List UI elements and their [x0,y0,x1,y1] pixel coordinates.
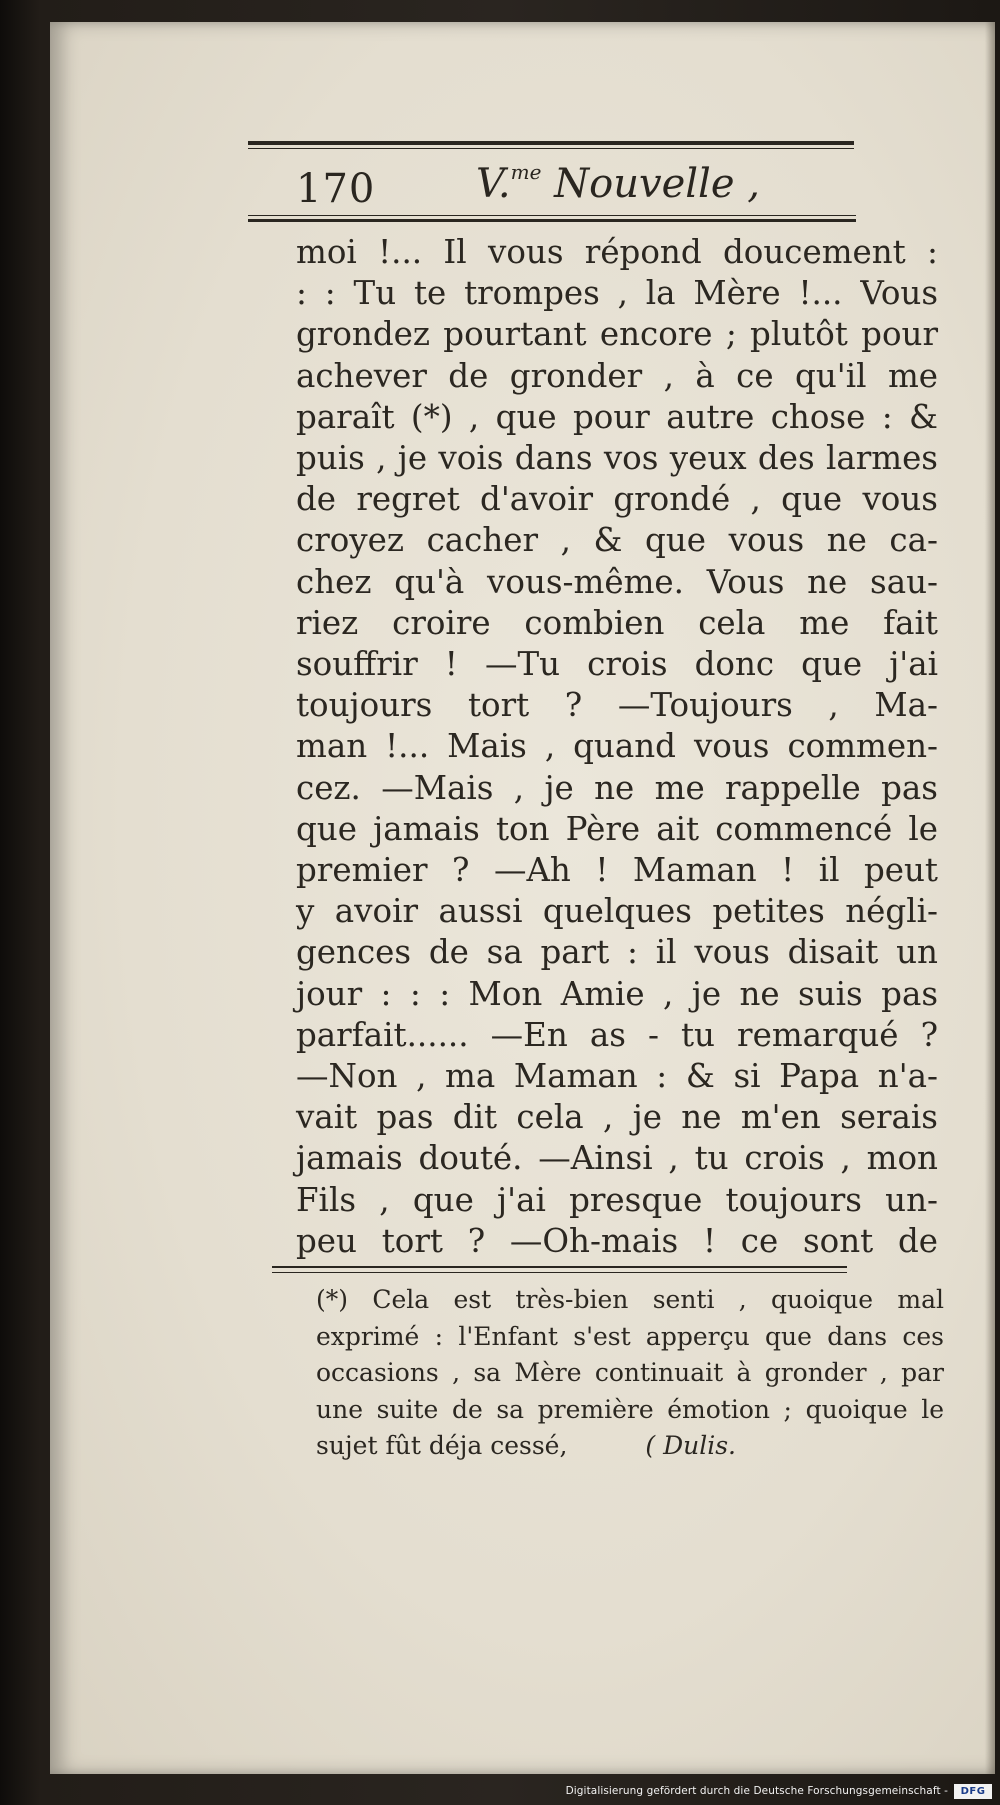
footnote-rule-thin [272,1272,847,1273]
text-line: toujours tort ? —Toujours , Ma- [296,686,938,725]
running-head-superscript: me [510,160,542,184]
header-rule-top-thin [248,148,854,149]
text-line: achever de gronder , à ce qu'il me [296,356,938,395]
footnote [316,1282,944,1465]
text-line: cez. —Mais , je ne me rappelle pas [296,768,938,807]
page-header [248,160,858,214]
footnote-line: une suite de sa première émotion ; quoique le [316,1394,944,1424]
footnote-line: exprimé : l'Enfant s'est apperçu que dans ces [316,1321,944,1351]
page-number: 170 [296,166,376,212]
footnote-attribution: ( Dulis. [645,1431,736,1460]
text-line: Fils , que j'ai presque toujours un- [296,1180,938,1219]
text-line: riez croire combien cela me fait [296,603,938,642]
header-rule-bottom-thin [248,215,856,216]
text-line: chez qu'à vous-même. Vous ne sau- [296,562,938,601]
header-rule-top [248,141,854,145]
text-line: croyez cacher , & que vous ne ca- [296,521,938,560]
text-line: grondez pourtant encore ; plutôt pour [296,315,938,354]
running-head [476,160,760,207]
text-line: gences de sa part : il vous disait un [296,933,938,972]
text-line: que jamais ton Père ait commencé le [296,809,938,848]
text-line: : : Tu te trompes , la Mère !... Vous [296,274,938,313]
dfg-logo: DFG [954,1784,992,1799]
text-line: premier ? —Ah ! Maman ! il peut [296,851,938,890]
footnote-line: occasions , sa Mère continuait à gronder , par [316,1358,944,1387]
text-line: jamais douté. —Ainsi , tu crois , mon [296,1139,938,1178]
text-line: jour : : : Mon Amie , je ne suis pas [296,974,938,1013]
text-line: paraît (*) , que pour autre chose : & [296,397,938,436]
text-line: y avoir aussi quelques petites négli- [296,892,938,931]
text-line: puis , je vois dans vos yeux des larmes [296,439,938,478]
text-line: souffrir ! —Tu crois donc que j'ai [296,645,938,684]
header-rule-bottom [248,219,856,222]
running-head-title: Nouvelle , [554,161,760,207]
footnote-line: (*) Cela est très-bien senti , quoique mal [316,1285,944,1314]
body-text [296,232,938,1262]
digitization-credit: Digitalisierung gefördert durch die Deutsche Forschungsgemeinschaft - [565,1785,948,1797]
running-head-prefix: V. [476,161,511,207]
text-line: vait pas dit cela , je ne m'en serais [296,1098,938,1137]
text-line: de regret d'avoir grondé , que vous [296,480,938,519]
text-line: —Non , ma Maman : & si Papa n'a- [296,1057,938,1096]
text-line: moi !... Il vous répond doucement : [296,233,938,271]
footnote-line: sujet fût déja cessé, [316,1431,568,1460]
footnote-last-line [316,1428,736,1465]
text-line: parfait...... —En as - tu remarqué ? [296,1015,938,1054]
text-line: peu tort ? —Oh-mais ! ce sont de [296,1221,938,1260]
footnote-rule [272,1266,847,1268]
page-edge-shadow [985,22,995,1774]
text-line: man !... Mais , quand vous commen- [296,727,938,766]
